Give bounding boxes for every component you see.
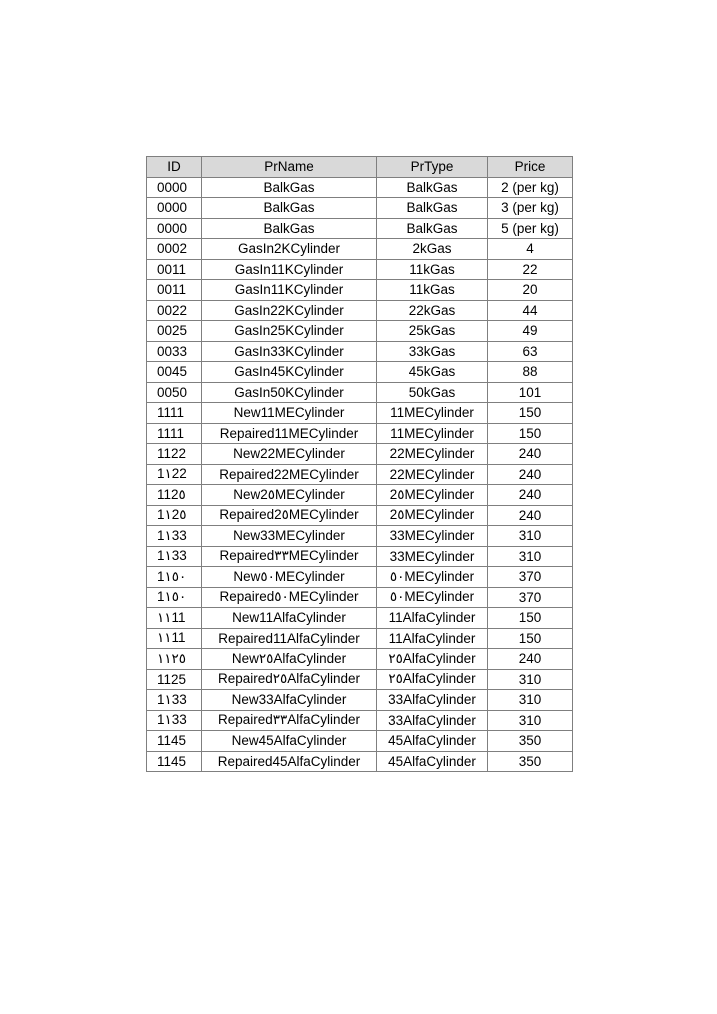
cell-prname: New٢٥AlfaCylinder	[202, 649, 377, 670]
table-row	[147, 546, 573, 567]
cell-price: 150	[488, 608, 573, 629]
table-row	[147, 218, 573, 239]
cell-id: 0000	[147, 177, 202, 198]
cell-price: 240	[488, 505, 573, 526]
cell-price: 4	[488, 239, 573, 260]
cell-id: 0045	[147, 362, 202, 383]
cell-id: 1111	[147, 403, 202, 424]
cell-id: 0002	[147, 239, 202, 260]
cell-id: 112٥	[147, 485, 202, 506]
cell-prtype: 45kGas	[377, 362, 488, 383]
cell-prname: Repaired٢٥AlfaCylinder	[202, 669, 377, 690]
cell-price: 150	[488, 423, 573, 444]
cell-id: 1122	[147, 444, 202, 465]
cell-id: 1145	[147, 751, 202, 772]
cell-prtype: 11AlfaCylinder	[377, 608, 488, 629]
cell-prname: New33AlfaCylinder	[202, 690, 377, 711]
cell-prname: New22MECylinder	[202, 444, 377, 465]
table-row	[147, 382, 573, 403]
cell-id: 0011	[147, 280, 202, 301]
table-row	[147, 444, 573, 465]
table-body	[147, 177, 573, 772]
cell-prname: GasIn22KCylinder	[202, 300, 377, 321]
cell-prtype: 33MECylinder	[377, 546, 488, 567]
cell-price: 310	[488, 710, 573, 731]
cell-prtype: 11AlfaCylinder	[377, 628, 488, 649]
cell-prtype: 2kGas	[377, 239, 488, 260]
table-row	[147, 259, 573, 280]
cell-price: 101	[488, 382, 573, 403]
cell-prname: Repaired45AlfaCylinder	[202, 751, 377, 772]
table-row	[147, 526, 573, 547]
cell-prtype: BalkGas	[377, 198, 488, 219]
cell-prtype: 50kGas	[377, 382, 488, 403]
cell-prname: BalkGas	[202, 177, 377, 198]
cell-id: 1١٥٠	[147, 587, 202, 608]
cell-price: 370	[488, 567, 573, 588]
cell-prtype: 33MECylinder	[377, 526, 488, 547]
cell-price: 150	[488, 403, 573, 424]
header-prname: PrName	[202, 157, 377, 178]
cell-id: 0022	[147, 300, 202, 321]
table-row	[147, 567, 573, 588]
cell-prname: Repaired2٥MECylinder	[202, 505, 377, 526]
cell-prtype: 2٥MECylinder	[377, 505, 488, 526]
cell-prtype: BalkGas	[377, 177, 488, 198]
cell-prtype: ٢٥AlfaCylinder	[377, 669, 488, 690]
cell-prtype: 33AlfaCylinder	[377, 710, 488, 731]
cell-price: 44	[488, 300, 573, 321]
cell-id: 1١33	[147, 710, 202, 731]
cell-prtype: ٢٥AlfaCylinder	[377, 649, 488, 670]
table-row	[147, 505, 573, 526]
table-row	[147, 464, 573, 485]
cell-price: 240	[488, 444, 573, 465]
cell-price: 63	[488, 341, 573, 362]
table-row	[147, 280, 573, 301]
cell-prtype: 11MECylinder	[377, 403, 488, 424]
cell-price: 350	[488, 731, 573, 752]
table-row	[147, 628, 573, 649]
cell-price: 22	[488, 259, 573, 280]
cell-prname: Repaired11MECylinder	[202, 423, 377, 444]
cell-id: 1١33	[147, 690, 202, 711]
cell-prtype: 25kGas	[377, 321, 488, 342]
cell-id: 0033	[147, 341, 202, 362]
table-row	[147, 423, 573, 444]
cell-prname: New11AlfaCylinder	[202, 608, 377, 629]
cell-prtype: 11kGas	[377, 259, 488, 280]
table-row	[147, 403, 573, 424]
cell-prname: GasIn45KCylinder	[202, 362, 377, 383]
table-row	[147, 710, 573, 731]
cell-id: ١١11	[147, 608, 202, 629]
cell-prname: BalkGas	[202, 198, 377, 219]
cell-prtype: BalkGas	[377, 218, 488, 239]
cell-prname: BalkGas	[202, 218, 377, 239]
cell-prname: GasIn11KCylinder	[202, 280, 377, 301]
cell-id: 0025	[147, 321, 202, 342]
table-row	[147, 751, 573, 772]
table-row	[147, 321, 573, 342]
cell-prtype: 22MECylinder	[377, 444, 488, 465]
table-row	[147, 649, 573, 670]
cell-prname: GasIn25KCylinder	[202, 321, 377, 342]
cell-prtype: 33AlfaCylinder	[377, 690, 488, 711]
cell-prtype: 11MECylinder	[377, 423, 488, 444]
cell-id: 1145	[147, 731, 202, 752]
cell-id: 1١33	[147, 526, 202, 547]
cell-price: 20	[488, 280, 573, 301]
table-row	[147, 690, 573, 711]
cell-id: ١١11	[147, 628, 202, 649]
cell-id: 0000	[147, 218, 202, 239]
header-id: ID	[147, 157, 202, 178]
cell-prtype: 33kGas	[377, 341, 488, 362]
table-row	[147, 239, 573, 260]
cell-price: 350	[488, 751, 573, 772]
cell-prtype: ٥٠MECylinder	[377, 567, 488, 588]
cell-prtype: 11kGas	[377, 280, 488, 301]
cell-prname: New٥٠MECylinder	[202, 567, 377, 588]
cell-price: 370	[488, 587, 573, 608]
cell-prname: Repaired22MECylinder	[202, 464, 377, 485]
table-row	[147, 485, 573, 506]
cell-price: 310	[488, 526, 573, 547]
table-row	[147, 198, 573, 219]
cell-id: 1١2٥	[147, 505, 202, 526]
cell-prtype: 45AlfaCylinder	[377, 731, 488, 752]
table-row	[147, 587, 573, 608]
cell-id: 1111	[147, 423, 202, 444]
table-row	[147, 362, 573, 383]
cell-price: 310	[488, 690, 573, 711]
table-row	[147, 177, 573, 198]
table-row	[147, 731, 573, 752]
cell-price: 240	[488, 485, 573, 506]
cell-prname: GasIn50KCylinder	[202, 382, 377, 403]
cell-price: 49	[488, 321, 573, 342]
cell-prname: Repaired٥٠MECylinder	[202, 587, 377, 608]
cell-id: 1١33	[147, 546, 202, 567]
cell-price: 2 (per kg)	[488, 177, 573, 198]
table-row	[147, 341, 573, 362]
cell-prname: GasIn33KCylinder	[202, 341, 377, 362]
table-row	[147, 300, 573, 321]
cell-prname: Repaired٣٣MECylinder	[202, 546, 377, 567]
table-row	[147, 608, 573, 629]
cell-prtype: 22kGas	[377, 300, 488, 321]
cell-price: 5 (per kg)	[488, 218, 573, 239]
cell-id: 1١22	[147, 464, 202, 485]
cell-prname: New2٥MECylinder	[202, 485, 377, 506]
cell-id: 1125	[147, 669, 202, 690]
cell-id: 0000	[147, 198, 202, 219]
cell-prtype: ٥٠MECylinder	[377, 587, 488, 608]
cell-prtype: 2٥MECylinder	[377, 485, 488, 506]
cell-price: 150	[488, 628, 573, 649]
cell-price: 310	[488, 546, 573, 567]
table-row	[147, 669, 573, 690]
cell-prname: Repaired٣٣AlfaCylinder	[202, 710, 377, 731]
cell-prname: Repaired11AlfaCylinder	[202, 628, 377, 649]
cell-price: 88	[488, 362, 573, 383]
cell-prname: New11MECylinder	[202, 403, 377, 424]
cell-price: 310	[488, 669, 573, 690]
cell-id: 0050	[147, 382, 202, 403]
cell-prname: GasIn2KCylinder	[202, 239, 377, 260]
cell-id: ١١٢٥	[147, 649, 202, 670]
cell-prtype: 22MECylinder	[377, 464, 488, 485]
cell-id: 1١٥٠	[147, 567, 202, 588]
cell-price: 240	[488, 649, 573, 670]
header-prtype: PrType	[377, 157, 488, 178]
cell-price: 3 (per kg)	[488, 198, 573, 219]
header-price: Price	[488, 157, 573, 178]
table-header-row	[147, 157, 573, 178]
cell-prtype: 45AlfaCylinder	[377, 751, 488, 772]
cell-prname: New33MECylinder	[202, 526, 377, 547]
cell-prname: New45AlfaCylinder	[202, 731, 377, 752]
cell-id: 0011	[147, 259, 202, 280]
cell-prname: GasIn11KCylinder	[202, 259, 377, 280]
products-table	[146, 156, 573, 772]
cell-price: 240	[488, 464, 573, 485]
